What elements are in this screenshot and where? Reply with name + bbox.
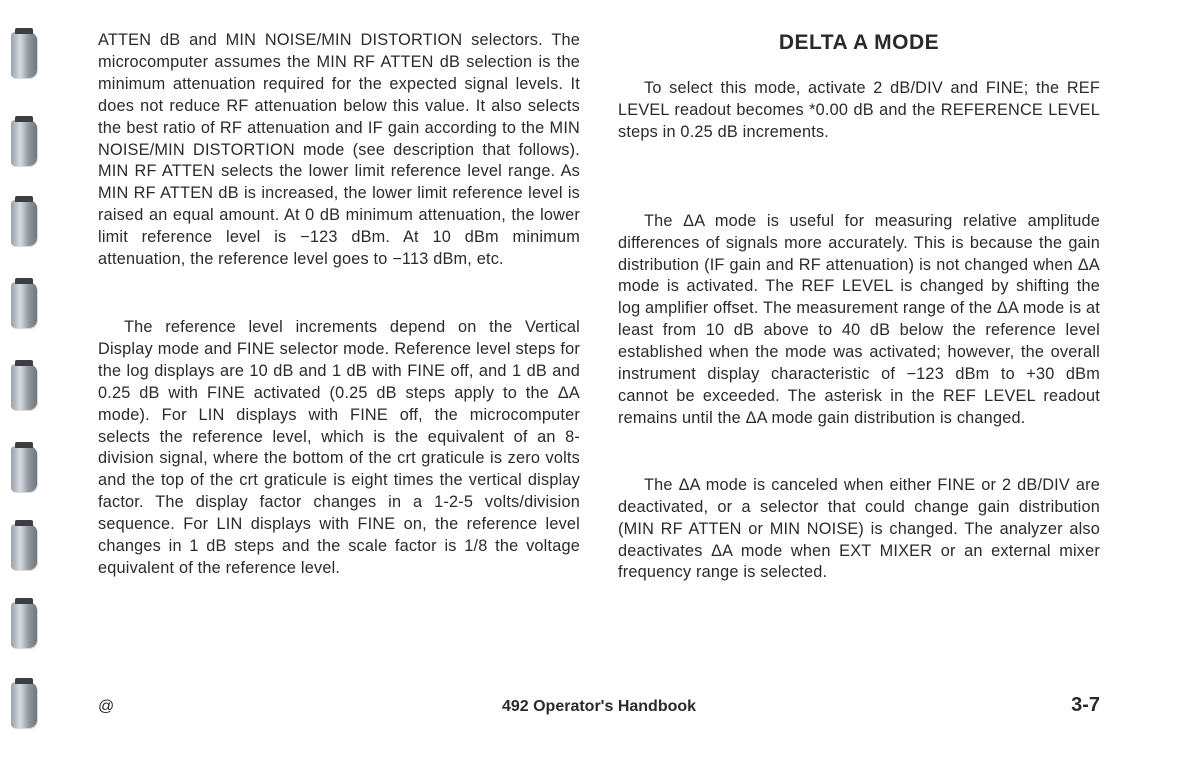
binding-ring-icon: [11, 446, 37, 492]
page-number: 3-7: [1071, 694, 1100, 716]
footer-title: 492 Operator's Handbook: [501, 698, 697, 715]
page-footer: [0, 694, 1198, 720]
binding-ring-icon: [11, 524, 37, 570]
left-column: [98, 30, 580, 580]
right-paragraph-1: To select this mode, activate 2 dB/DIV and FINE; the REF LEVEL readout becomes *0.00 dB and the REFERENCE LEVEL steps in 0.25 dB increments.: [618, 79, 1100, 141]
binding-ring-icon: [11, 282, 37, 328]
binding-ring-icon: [11, 120, 37, 166]
right-paragraph-2: The ΔA mode is useful for measuring relative amplitude differences of signals more accurately. This is because the gain distribution (IF gain and RF attenuation) is not changed when ΔA mode is activated. The REF LEVEL is changed by shifting the log amplifier offset. The measurement range of the ΔA mode is at least from 10 dB above to 40 dB below the reference level established when the mode was activated; however, the overall instrument display characteristic of −123 dBm to +30 dBm cannot be exceeded. The asterisk in the REF LEVEL readout remains until the ΔA mode gain distribution is changed.: [618, 211, 1100, 427]
right-paragraph-3: The ΔA mode is canceled when either FINE or 2 dB/DIV are deactivated, or a selector that could change gain distribution (MIN RF ATTEN or MIN NOISE) is changed. The analyzer also deactivates ΔA mode when EXT MIXER or an external mixer frequency range is selected.: [618, 475, 1100, 582]
binding-ring-icon: [11, 200, 37, 246]
section-heading: DELTA A MODE: [778, 31, 940, 54]
binding-rings: [0, 0, 60, 760]
right-column: [618, 30, 1100, 584]
left-paragraph-1: ATTEN dB and MIN NOISE/MIN DISTORTION selectors. The microcomputer assumes the MIN RF ATTEN dB selection is the minimum attenuation required for the expected signal levels. It does not reduce RF attenuation below this value. It also selects the best ratio of RF attenuation and IF gain according to the MIN NOISE/MIN DISTORTION mode (see description that follows). MIN RF ATTEN selects the lower limit reference level range. As MIN RF ATTEN dB is increased, the lower limit reference level is raised an equal amount. At 0 dB minimum attenuation, the lower limit reference level is −123 dBm. At 10 dBm minimum attenuation, the reference level goes to −113 dBm, etc.: [98, 31, 580, 269]
binding-ring-icon: [11, 364, 37, 410]
footer-symbol: @: [98, 698, 115, 715]
binding-ring-icon: [11, 32, 37, 78]
left-paragraph-2: The reference level increments depend on the Vertical Display mode and FINE selector mode. Reference level steps for the log displays are 10 dB and 1 dB with FINE off, and 1 dB and 0.25 dB with FINE activated (0.25 dB steps apply to the ΔA mode). For LIN displays with FINE off, the microcomputer selects the reference level, which is the equivalent of an 8-division signal, where the bottom of the crt graticule is zero volts and the top of the crt graticule is eight times the vertical display factor. The display factor changes in a 1-2-5 volts/division sequence. For LIN displays with FINE on, the reference level changes in 1 dB steps and the scale factor is 1/8 the voltage equivalent of the reference level.: [98, 317, 580, 577]
binding-ring-icon: [11, 602, 37, 648]
